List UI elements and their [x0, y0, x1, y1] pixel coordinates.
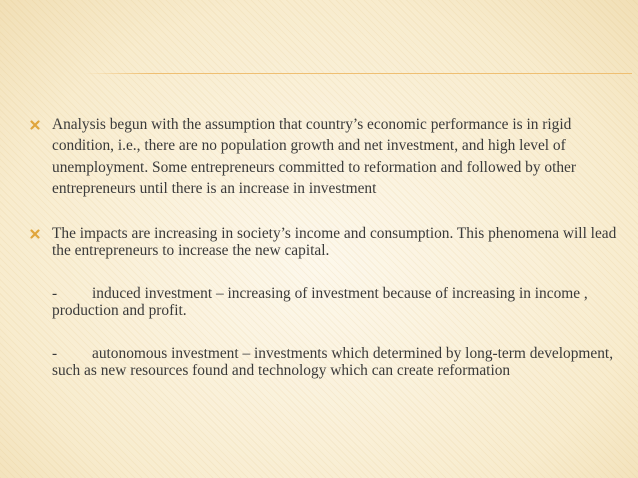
x-mark-bullet-icon: [30, 229, 40, 239]
dash-marker: -: [52, 285, 58, 302]
sub-item-text: induced investment – increasing of investment because of increasing in income , production and profit.: [52, 285, 588, 319]
sub-item-text: autonomous investment – investments which determined by long-term development, such as new resources found and technology which can create reformation: [52, 345, 614, 379]
bullet-paragraph-impacts: The impacts are increasing in society’s income and consumption. This phenomena will lead the entrepreneurs to increase the new capital.: [52, 225, 617, 259]
sub-item-autonomous-investment: [52, 346, 622, 379]
bullet-paragraph-analysis: Analysis begun with the assumption that country’s economic performance is in rigid condition, i.e., there are no population growth and net investment, and high level of unemployment. Some entrepreneurs committed to reformation and followed by other entrepreneurs until there is an increase in investment: [52, 116, 576, 198]
title-divider-line: [84, 73, 632, 74]
x-mark-bullet-icon: [30, 120, 40, 130]
dash-marker: -: [52, 345, 58, 362]
sub-item-induced-investment: [52, 286, 622, 319]
